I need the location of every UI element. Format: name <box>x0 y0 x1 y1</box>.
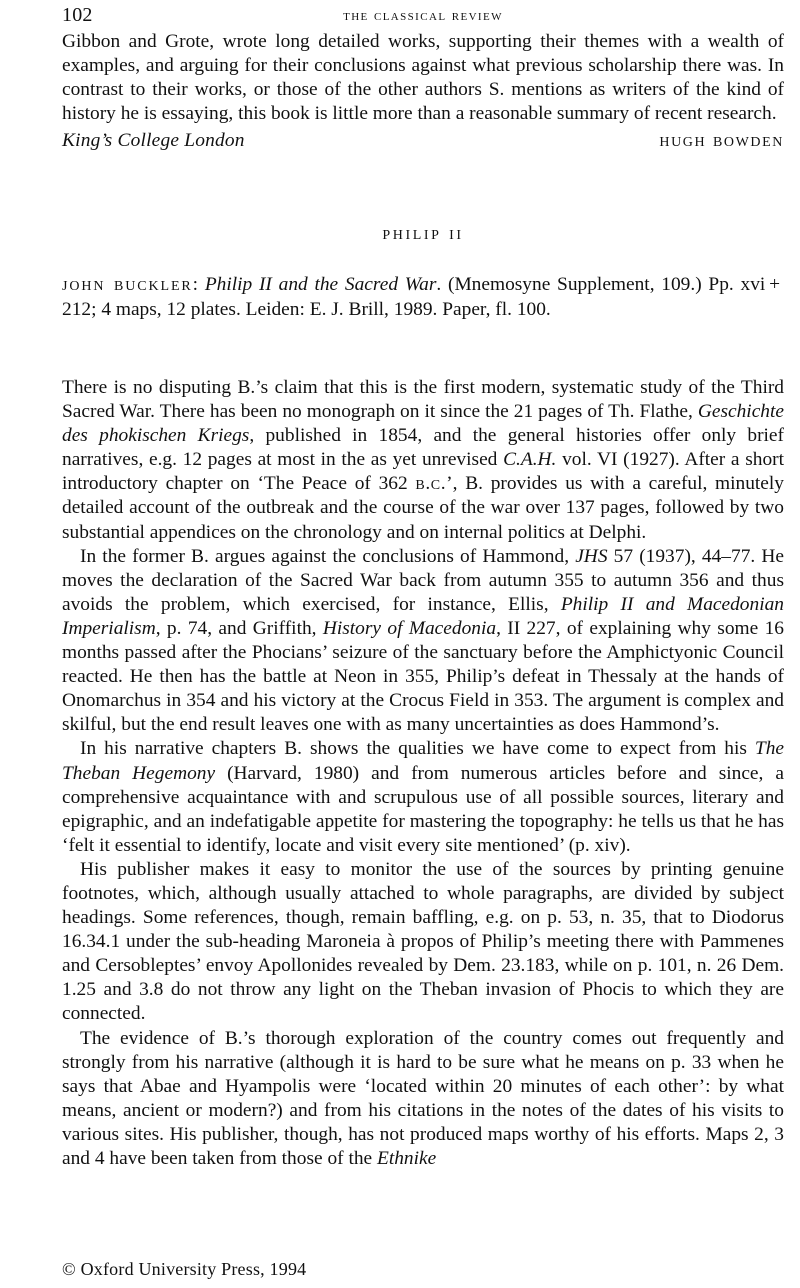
p3-text-2: (Harvard, 1980) and from numerous articles before and since, a comprehensive acquaintance with and scrupulous use of all possible sources, literary and epigraphic, and an indefatigable appetite for mastering the topography: he tells us that he has ‘felt it essential to identify, locate and visit every site mentioned’ (p. xiv). <box>62 762 784 856</box>
p2-text-2: 57 (1937), 44–77. He moves the declaration of the Sacred War back from autumn 355 to autumn 356 and thus avoids the problem, which exercised, for instance, Ellis, <box>62 545 784 615</box>
review-body <box>62 376 784 1171</box>
p2-text-1: In the former B. argues against the conclusions of Hammond, <box>80 545 576 567</box>
p1-italic-1: Geschichte des phokischen Kriegs <box>62 401 784 447</box>
review-paragraph-2 <box>62 545 784 738</box>
continuation-paragraph: Gibbon and Grote, wrote long detailed works, supporting their themes with a wealth of examples, and arguing for their conclusions against what previous scholarship there was. In contrast to their works, or those of the other authors S. mentions as writers of the kind of history he is essaying, this book is little more than a reasonable summary of recent research. <box>62 31 784 125</box>
book-author: john buckler <box>62 274 193 295</box>
p2-italic-1: JHS <box>575 545 608 567</box>
reviewer-affiliation: King’s College London <box>62 130 245 152</box>
copyright-footer: © Oxford University Press, 1994 <box>62 1259 307 1279</box>
section-heading <box>62 222 784 245</box>
review-paragraph-3 <box>62 737 784 857</box>
p1-smallcaps-bc: b.c. <box>415 473 447 495</box>
review-paragraph-5 <box>62 1027 784 1172</box>
book-title: Philip II and the Sacred War <box>204 274 437 295</box>
p3-text-1: In his narrative chapters B. shows the qualities we have come to expect from his <box>80 738 755 760</box>
p2-italic-2: Philip II and Macedonian Imperialism <box>62 593 784 639</box>
p1-text-1: There is no disputing B.’s claim that this is the first modern, systematic study of the Third Sacred War. There has been no monograph on it since the 21 pages of Th. Flathe, <box>62 377 784 423</box>
p1-text-3: vol. VI (1927). After a short introductory chapter on ‘The Peace of 362 <box>62 449 784 495</box>
reviewer-name: hugh bowden <box>659 129 784 152</box>
p1-text-2: , published in 1854, and the general histories offer only brief narratives, e.g. 12 pages at most in the as yet unrevised <box>62 425 784 471</box>
headnote-line <box>62 272 784 322</box>
page-number: 102 <box>62 4 93 26</box>
review-paragraph-4: His publisher makes it easy to monitor the use of the sources by printing genuine footnotes, which, although usually attached to whole paragraphs, are divided by subject headings. Some references, though, remain baffling, e.g. on p. 53, n. 35, that to Diodorus 16.34.1 under the sub-heading Maroneia à propos of Philip’s meeting there with Pammenes and Cersobleptes’ envoy Apollonides revealed by Dem. 23.183, while on p. 101, n. 26 Dem. 1.25 and 3.8 do not throw any light on the Theban invasion of Phocis to which they are connected. <box>62 858 784 1025</box>
p1-italic-2: C.A.H. <box>503 449 557 471</box>
running-head <box>62 4 784 26</box>
p2-text-4: , II 227, of explaining why some 16 months passed after the Phocians’ seizure of the sanctuary before the Amphictyonic Council reacted. He then has the battle at Neon in 355, Philip’s defeat in Thessaly at the hands of Onomarchus in 354 and his victory at the Crocus Field in 353. The argument is complex and skilful, but the end result leaves one with as many uncertainties as does Hammond’s. <box>62 617 784 736</box>
p2-italic-3: History of Macedonia <box>322 617 497 639</box>
previous-review-byline <box>62 128 784 153</box>
p3-italic-1: The Theban Hegemony <box>62 738 784 784</box>
p2-text-3: , p. 74, and Griffith, <box>155 617 323 639</box>
previous-review-continuation <box>62 30 784 153</box>
journal-title: the classical review <box>343 7 503 24</box>
review-paragraph-1 <box>62 376 784 545</box>
section-heading-label: philip ii <box>382 222 464 244</box>
p5-italic-1: Ethnike <box>376 1148 437 1169</box>
p5-text-1: The evidence of B.’s thorough exploration of the country comes out frequently and strongly from his narrative (although it is hard to be sure what he means on p. 33 when he says that Abae and Hyampolis were ‘located within 20 minutes of each other’: by what means, ancient or modern?) and from his citations in the notes of the dates of his visits to various sites. His publisher, though, has not produced maps worthy of his efforts. Maps 2, 3 and 4 have been taken from those of the <box>62 1027 784 1169</box>
book-imprint: . (Mnemosyne Supplement, 109.) Pp. xvi + 212; 4 maps, 12 plates. Leiden: E. J. Brill, 1989. Paper, fl. 100. <box>62 274 784 320</box>
headnote-colon: : <box>192 274 205 295</box>
p1-text-4: ’, B. provides us with a careful, minutely detailed account of the outbreak and the course of the war over 137 pages, followed by two substantial appendices on the chronology and on internal politics at Delphi. <box>62 473 784 543</box>
book-headnote <box>62 272 784 322</box>
